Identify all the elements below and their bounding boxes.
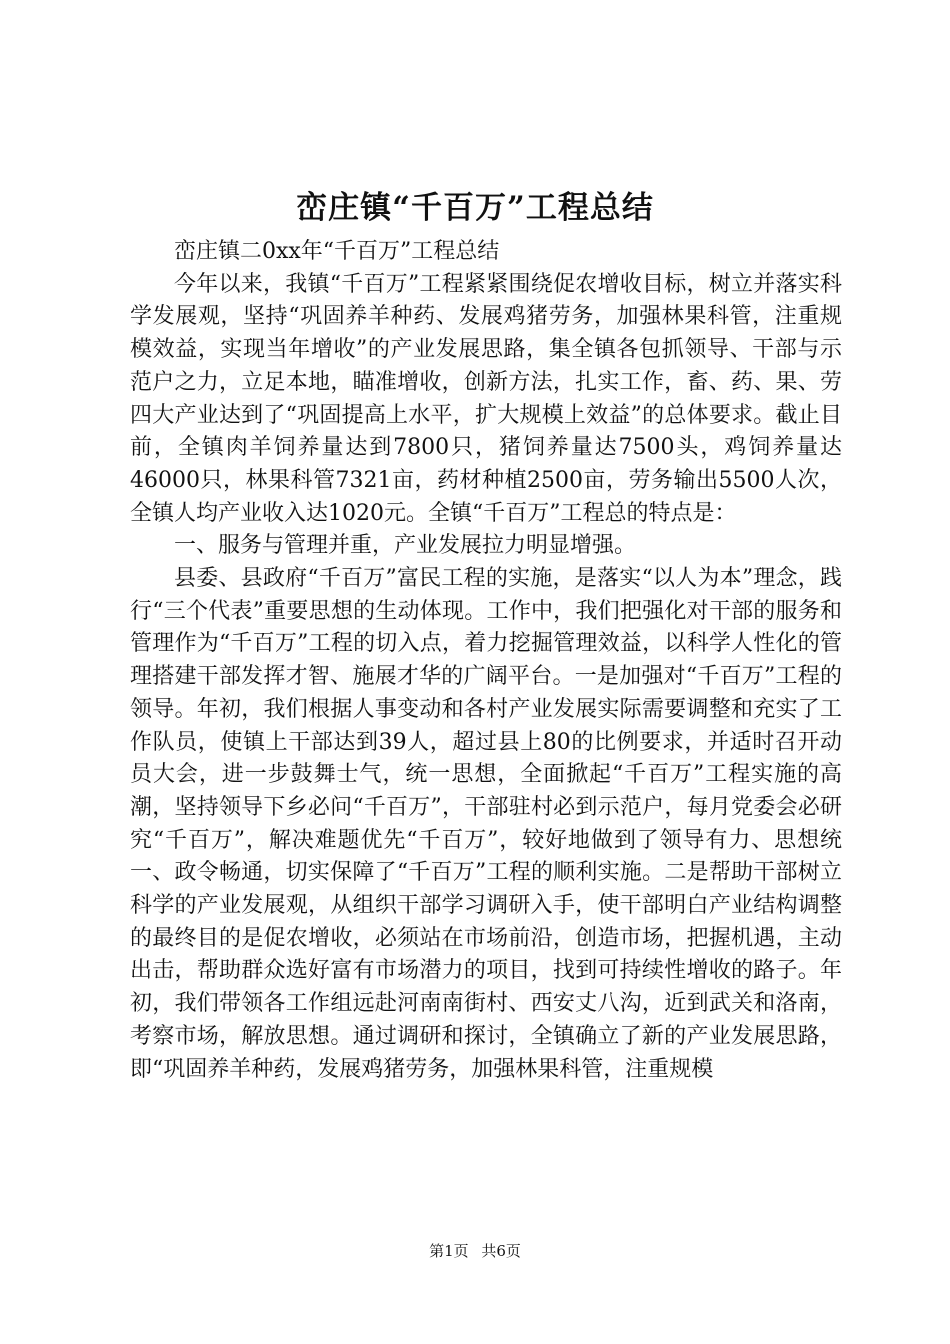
paragraph-heading-1: 一、服务与管理并重，产业发展拉力明显增强。 — [174, 533, 637, 559]
page-number: 第1页 — [429, 1242, 469, 1260]
document-body — [130, 236, 842, 1086]
page-total: 共6页 — [481, 1242, 521, 1260]
paragraph-body-1: 县委、县政府“千百万”富民工程的实施，是落实“以人为本”理念，践行“三个代表”重要思想的生动体现。工作中，我们把强化对干部的服务和管理作为“千百万”工程的切入点，着力挖掘管理效益，以科学人性化的管理搭建干部发挥才智、施展才华的广阔平台。一是加强对“千百万”工程的领导。年初，我们根据人事变动和各村产业发展实际需要调整和充实了工作队员，使镇上干部达到39人，超过县上80的比例要求，并适时召开动员大会，进一步鼓舞士气，统一思想，全面掀起“千百万”工程实施的高潮，坚持领导下乡必问“千百万”，干部驻村必到示范户，每月党委会必研究“千百万”，解决难题优先“千百万”，较好地做到了领导有力、思想统一、政令畅通，切实保障了“千百万”工程的顺利实施。二是帮助干部树立科学的产业发展观，从组织干部学习调研入手，使干部明白产业结构调整的最终目的是促农增收，必须站在市场前沿，创造市场，把握机遇，主动出击，帮助群众选好富有市场潜力的项目，找到可持续性增收的路子。年初，我们带领各工作组远赴河南南街村、西安丈八沟，近到武关和洛南，考察市场，解放思想。通过调研和探讨，全镇确立了新的产业发展思路，即“巩固养羊种药，发展鸡猪劳务，加强林果科管，注重规模 — [130, 566, 842, 1082]
paragraph-intro: 今年以来，我镇“千百万”工程紧紧围绕促农增收目标，树立并落实科学发展观，坚持“巩固养羊种药、发展鸡猪劳务，加强林果科管，注重规模效益，实现当年增收”的产业发展思路，集全镇各包抓领导、干部与示范户之力，立足本地，瞄准增收，创新方法，扎实工作，畜、药、果、劳四大产业达到了“巩固提高上水平，扩大规模上效益”的总体要求。截止目前，全镇肉羊饲养量达到7800只，猪饲养量达7500头，鸡饲养量达46000只，林果科管7321亩，药材种植2500亩，劳务输出5500人次，全镇人均产业收入达1020元。全镇“千百万”工程总的特点是： — [130, 271, 842, 526]
paragraph-subtitle: 峦庄镇二0xx年“千百万”工程总结 — [174, 239, 500, 264]
page-footer — [0, 1241, 950, 1261]
document-title: 峦庄镇“千百万”工程总结 — [296, 190, 654, 226]
